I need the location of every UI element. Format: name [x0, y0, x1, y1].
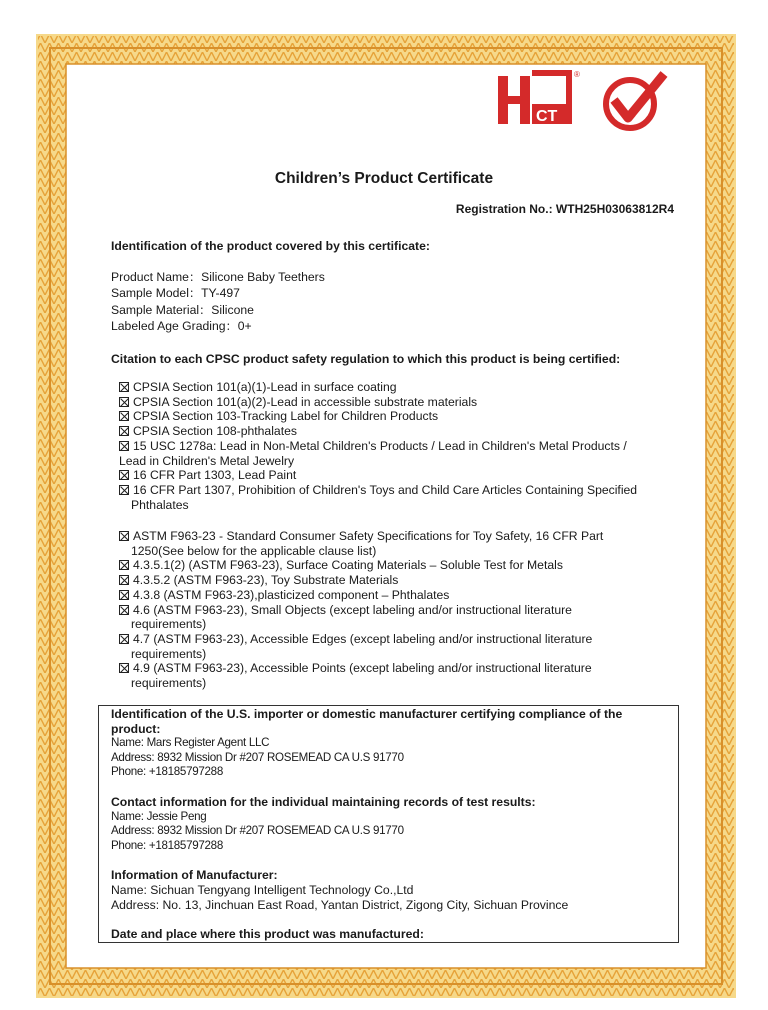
checked-box-icon [119, 590, 129, 600]
checklist-item: CPSIA Section 108-phthalates [119, 424, 637, 439]
checklist-item: 16 CFR Part 1307, Prohibition of Children's Toys and Child Care Articles Containing Specified [119, 483, 637, 498]
checklist-item: 16 CFR Part 1303, Lead Paint [119, 468, 637, 483]
registration-value: WTH25H03063812R4 [555, 202, 674, 216]
sample-model: Sample Model：TY-497 [111, 286, 240, 301]
checklist-item-continuation: Lead in Children's Metal Jewelry [119, 453, 295, 468]
checklist-item: 4.3.5.1(2) (ASTM F963-23), Surface Coating Materials – Soluble Test for Metals [119, 558, 603, 573]
age-grading: Labeled Age Grading：0+ [111, 319, 252, 334]
sample-material: Sample Material：Silicone [111, 302, 254, 317]
checklist-item: CPSIA Section 101(a)(1)-Lead in surface coating [119, 380, 637, 395]
checklist-item: 4.9 (ASTM F963-23), Accessible Points (except labeling and/or instructional literature [119, 661, 603, 676]
date-place-heading: Date and place where this product was manufactured: [111, 927, 424, 942]
registration-number [456, 202, 674, 216]
checked-box-icon [119, 441, 129, 451]
records-name: Name: Jessie Peng [111, 809, 207, 823]
checked-box-icon [119, 426, 129, 436]
checked-box-icon [119, 605, 129, 615]
manufacturer-name: Name: Sichuan Tengyang Intelligent Technology Co.,Ltd [111, 882, 414, 897]
checklist-item-continuation: requirements) [131, 617, 207, 632]
importer-address: Address: 8932 Mission Dr #207 ROSEMEAD CA U.S 91770 [111, 750, 404, 764]
product-identification [111, 238, 430, 335]
records-address: Address: 8932 Mission Dr #207 ROSEMEAD CA U.S 91770 [111, 824, 404, 838]
records-phone: Phone: +18185797288 [111, 838, 223, 852]
checklist-item: 4.6 (ASTM F963-23), Small Objects (except labeling and/or instructional literature [119, 603, 603, 618]
manufacturer-address: Address: No. 13, Jinchuan East Road, Yantan District, Zigong City, Sichuan Province [111, 897, 569, 912]
checked-box-icon [119, 470, 129, 480]
checklist-item: 4.7 (ASTM F963-23), Accessible Edges (except labeling and/or instructional literature [119, 632, 603, 647]
checked-box-icon [119, 485, 129, 495]
checked-box-icon [119, 560, 129, 570]
identification-heading: Identification of the product covered by this certificate: [111, 239, 430, 253]
svg-text:CT: CT [536, 108, 558, 125]
checklist-item-continuation: requirements) [131, 676, 207, 691]
manufacturer-heading: Information of Manufacturer: [111, 868, 278, 883]
importer-heading: Identification of the U.S. importer or domestic manufacturer certifying compliance of the product: [111, 707, 623, 736]
checked-box-icon [119, 411, 129, 421]
checked-box-icon [119, 634, 129, 644]
registration-label: Registration No.: [455, 202, 553, 216]
checklist-item-continuation: Phthalates [131, 497, 189, 512]
checklist-item: 4.3.8 (ASTM F963-23),plasticized component – Phthalates [119, 588, 603, 603]
hct-logo [492, 70, 672, 134]
checked-box-icon [119, 575, 129, 585]
checked-box-icon [119, 382, 129, 392]
product-name: Product Name：Silicone Baby Teethers [111, 269, 325, 284]
checklist-item: CPSIA Section 103-Tracking Label for Children Products [119, 409, 637, 424]
contact-section-box [98, 705, 679, 943]
citation-heading: Citation to each CPSC product safety regulation to which this product is being certified: [111, 352, 621, 366]
checklist-item: ASTM F963-23 - Standard Consumer Safety Specifications for Toy Safety, 16 CFR Part [119, 529, 603, 544]
checked-box-icon [119, 663, 129, 673]
svg-text:®: ® [574, 70, 580, 79]
checklist-item: CPSIA Section 101(a)(2)-Lead in accessible substrate materials [119, 395, 637, 410]
citation-list-cpsia [119, 380, 637, 512]
checked-box-icon [119, 531, 129, 541]
importer-name: Name: Mars Register Agent LLC [111, 736, 270, 750]
checklist-item-continuation: 1250(See below for the applicable clause list) [131, 543, 377, 558]
checklist-item: 15 USC 1278a: Lead in Non-Metal Children's Products / Lead in Children's Metal Products / [119, 439, 637, 454]
checklist-item: 4.3.5.2 (ASTM F963-23), Toy Substrate Materials [119, 573, 603, 588]
citation-list-astm [119, 529, 603, 691]
records-heading: Contact information for the individual maintaining records of test results: [111, 794, 536, 809]
page-title: Children’s Product Certificate [274, 170, 494, 187]
checklist-item-continuation: requirements) [131, 646, 207, 661]
importer-phone: Phone: +18185797288 [111, 765, 223, 779]
checked-box-icon [119, 397, 129, 407]
